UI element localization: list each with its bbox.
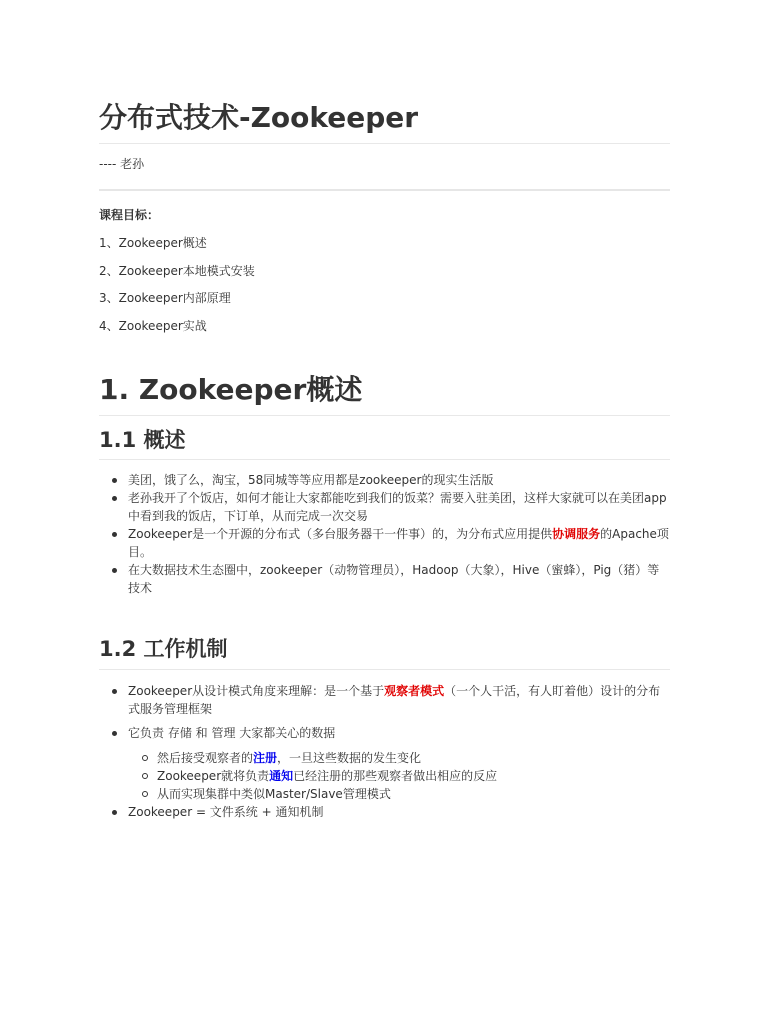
- author-divider: [99, 189, 670, 191]
- section-heading: 1. Zookeeper概述: [99, 373, 363, 406]
- list-item: 美团，饿了么，淘宝，58同城等等应用都是zookeeper的现实生活版: [99, 471, 670, 489]
- mechanism-bullet-list-2: [99, 724, 670, 742]
- goal-item: 3、Zookeeper内部原理: [99, 291, 231, 305]
- overview-bullet-list: [99, 471, 670, 597]
- list-item: Zookeeper = 文件系统 + 通知机制: [99, 803, 670, 821]
- text-after: 的Apache项目。: [128, 527, 669, 559]
- subsection-divider: [99, 459, 670, 460]
- title-divider: [99, 143, 670, 144]
- text-before: Zookeeper是一个开源的分布式（多台服务器干一件事）的，为分布式应用提供: [128, 527, 553, 541]
- list-item: 它负责 存储 和 管理 大家都关心的数据: [99, 724, 670, 742]
- goals-label: 课程目标：: [99, 208, 160, 222]
- mechanism-bullet-list: [99, 682, 670, 718]
- sub-list-item: 从而实现集群中类似Master/Slave管理模式: [99, 785, 670, 803]
- goal-item: 2、Zookeeper本地模式安装: [99, 264, 255, 278]
- subsection-divider: [99, 669, 670, 670]
- text-after: 已经注册的那些观察者做出相应的反应: [293, 769, 498, 783]
- highlight-coordination-service: 协调服务: [552, 527, 601, 541]
- text-after: ，一旦这些数据的发生变化: [277, 751, 422, 765]
- mechanism-sub-bullet-list: [99, 749, 670, 821]
- author-line: ---- 老孙: [99, 157, 145, 171]
- subsection-heading-mechanism: 1.2 工作机制: [99, 637, 228, 661]
- page-title: 分布式技术-Zookeeper: [99, 101, 419, 134]
- section-divider: [99, 415, 670, 416]
- text-before: Zookeeper就将负责: [157, 769, 270, 783]
- list-item: 老孙我开了个饭店，如何才能让大家都能吃到我们的饭菜？需要入驻美团，这样大家就可以在美团app中看到我的饭店，下订单，从而完成一次交易: [99, 489, 670, 525]
- text-before: Zookeeper从设计模式角度来理解：是一个基于: [128, 684, 385, 698]
- list-item: 在大数据技术生态圈中，zookeeper（动物管理员），Hadoop（大象），Hive（蜜蜂），Pig（猪）等技术: [99, 561, 670, 597]
- highlight-notify: 通知: [269, 769, 294, 783]
- list-item: [99, 682, 670, 718]
- highlight-register: 注册: [253, 751, 278, 765]
- list-item: [99, 525, 670, 561]
- goal-item: 1、Zookeeper概述: [99, 236, 207, 250]
- text-before: 然后接受观察者的: [157, 751, 254, 765]
- goal-item: 4、Zookeeper实战: [99, 319, 207, 333]
- sub-list-item: [99, 767, 670, 785]
- highlight-observer-pattern: 观察者模式: [384, 684, 445, 698]
- text-after: （一个人干活，有人盯着他）设计的分布式服务管理框架: [128, 684, 661, 716]
- sub-list-item: [99, 749, 670, 767]
- subsection-heading-overview: 1.1 概述: [99, 428, 186, 452]
